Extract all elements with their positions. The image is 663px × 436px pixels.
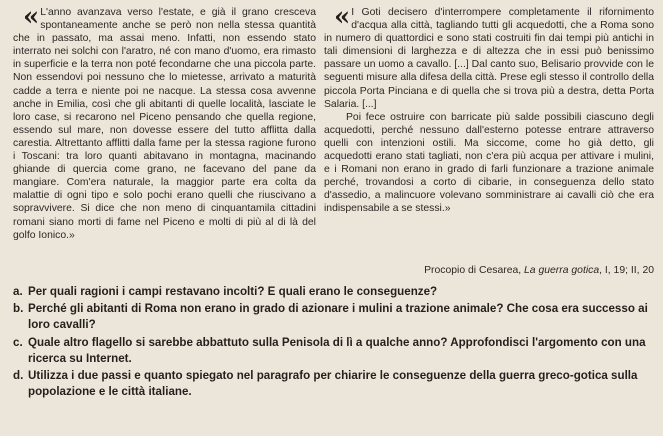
question-item <box>13 284 655 300</box>
right-column-excerpt <box>324 2 654 216</box>
right-excerpt-paragraph-1: I Goti decisero d'interrompere completamente il rifornimento d'acqua alla città, tagliando tutti gli acquedotti, che a Roma sono in numero di quattordici e sono stati costruiti fin dai tempi più antichi in tali dimensioni di larghezza e di altezza che in essi può benissimo passare un uomo a cavallo. [...] Dal canto suo, Belisario provvide con le seguenti misure alla difesa della città. Prese egli stesso il controllo della piccola Porta Pinciana e di quella che si trova più a destra, detta Porta Salaria. [...] <box>324 7 654 110</box>
question-text: Utilizza i due passi e quanto spiegato nel paragrafo per chiarire le conseguenze della guerra greco-gotica sulla popolazione e le città italiane. <box>28 369 638 399</box>
question-item <box>13 335 655 367</box>
question-text: Per quali ragioni i campi restavano incolti? E quali erano le conseguenze? <box>28 285 438 298</box>
question-letter: b. <box>13 302 24 316</box>
question-text: Quale altro flagello si sarebbe abbattuto sulla Penisola di lì a qualche anno? Approfondisci l'argomento con una ricerca su Internet. <box>28 335 646 365</box>
question-item <box>13 368 655 400</box>
source-citation <box>424 265 654 276</box>
right-excerpt-paragraph-2: Poi fece ostruire con barricate più salde possibili ciascuno degli acquedotti, perché nessuno dall'esterno potesse entrare attraverso quelli con intenzioni ostili. Ma siccome, come ho già detto, gli acquedotti erano stati tagliati, non c'era più acqua per attivare i mulini, e i Romani non erano in grado di farli funzionare a trazione animale perché, trovandosi a corto di cibarie, in conseguenza dello stato d'assedio, a malincuore volevano somministrare ai cavalli ciò che era indispensabile a se stessi.» <box>324 111 654 215</box>
question-letter: a. <box>13 285 23 298</box>
citation-author: Procopio di Cesarea, <box>424 265 525 276</box>
questions-list <box>13 284 655 401</box>
opening-quote-mark: « <box>334 2 348 32</box>
citation-work-title: La guerra gotica <box>524 265 600 276</box>
citation-reference: , I, 19; II, 20 <box>599 265 654 276</box>
question-letter: c. <box>13 335 23 349</box>
question-item <box>13 301 655 333</box>
question-text: Perché gli abitanti di Roma non erano in grado di azionare i mulini a trazione animale? Che cosa era successo ai loro cavalli? <box>28 302 648 332</box>
question-letter: d. <box>13 369 24 383</box>
left-column-excerpt <box>13 2 316 242</box>
left-excerpt-paragraph: L'anno avanzava verso l'estate, e già il grano cresceva spontaneamente anche se però non nella stessa quantità che in passato, ma assai meno. Infatti, non essendo stato interrato nei solchi con l'aratro, né con mano d'uomo, era rimasto in superficie e la terra non poté fecondarne che una piccola parte. Non essendovi poi nessuno che lo mietesse, arrivato a maturità cadde a terra e niente poi ne nacque. La stessa cosa avvenne anche in Emilia, così che gli abitanti di quelle località, lasciate le loro case, si recarono nel Piceno pensando che quella regione, essendo sul mare, non dovesse essere del tutto afflitta dalla carestia. Altrettanto afflitti dalla fame per la stessa ragione furono i Toscani: tra loro quanti abitavano in montagna, macinando ghiande di quercia come grano, ne facevano del pane da mangiare. Com'era naturale, la maggior parte era colta da malattie di ogni tipo e solo pochi erano quelli che riuscivano a sopravvivere. Si dice che non meno di cinquantamila cittadini romani siano morti di fame nel Piceno e molti di più al di là del golfo Ionico.» <box>13 7 316 241</box>
opening-quote-mark: « <box>23 2 37 32</box>
